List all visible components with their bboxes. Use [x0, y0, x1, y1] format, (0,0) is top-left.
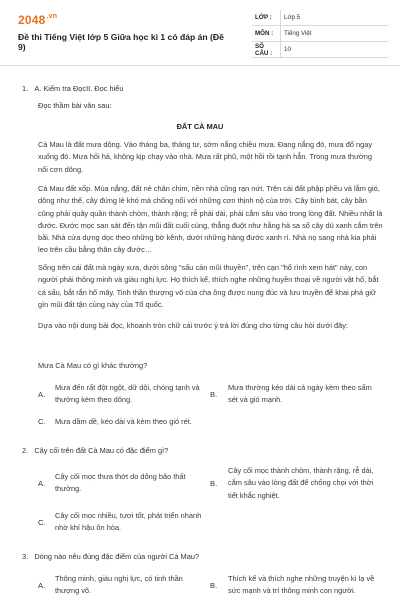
- question-number: 3.: [22, 552, 29, 561]
- info-label: MÔN :: [252, 26, 281, 42]
- info-value: 10: [281, 42, 389, 58]
- q2-option-a-text[interactable]: Cây cối mọc thưa thớt do dông bão thất thường.: [55, 472, 186, 494]
- q1-option-a-text[interactable]: Mưa đến rất đột ngột, dữ dội, chóng tạnh và thường kèm theo dông.: [55, 383, 200, 405]
- reading-instruction: Đọc thầm bài văn sau:: [38, 101, 112, 110]
- question-instruction: Dựa vào nội dung bài đọc, khoanh tròn chữ cái trước ý trả lời đúng cho từng câu hỏi dưới đây:: [38, 321, 349, 330]
- q3-option-b-letter[interactable]: B.: [210, 581, 218, 590]
- passage-paragraph-2: Cà Mau đất xốp. Mùa nắng, đất nẻ chân chim, nền nhà cũng rạn nứt. Trên cái đất phập phều và lắm gió, dông như thế, cây đứng lẻ khó mà chống nổi với những cơn thịnh nộ của trời. Cây bình bát, cây bần cũng phải quây quần thành chòm, thành rặng; rễ phải dài, phải cắm sâu vào trong lòng đất. Nhiều nhất là đước. Đước mọc san sát đến tận mũi đất cuối cùng, thẳng đuột như hằng hà sa số cây dù xanh cắm trên bãi. Nhà cửa dựng dọc theo những bờ kênh, dưới những hàng đước xanh rì. Nhà nọ sang nhà kia phải leo trên cầu bằng thân cây đước…: [38, 184, 383, 255]
- q2-option-b-letter[interactable]: B.: [210, 479, 218, 488]
- q1-option-b-letter[interactable]: B.: [210, 390, 218, 399]
- q1-option-c-letter[interactable]: C.: [38, 417, 46, 426]
- q3-option-a-text[interactable]: Thông minh, giàu nghị lực, có tinh thần thượng võ.: [55, 574, 183, 596]
- passage-paragraph-3: Sống trên cái đất mà ngày xưa, dưới sông "sấu cản mũi thuyền", trên cạn "hổ rình xem hát" này, con người phải thông minh và giàu nghị lực. Họ thích kể, thích nghe những huyền thoại về người vật hổ, bắt cá sấu, bắt rắn hổ mây. Tinh thần thượng võ của cha ông được nung đúc và lưu truyền để khai phá giữ gìn mũi đất tận cùng này của Tổ quốc.: [38, 263, 379, 309]
- question-3: [22, 551, 382, 563]
- question-1-text: Mưa Cà Mau có gì khác thường?: [38, 361, 148, 370]
- info-label: SỐ CÂU :: [252, 42, 281, 58]
- info-value: Tiếng Việt: [281, 26, 389, 42]
- q3-option-a-letter[interactable]: A.: [38, 581, 46, 590]
- q2-option-b-text[interactable]: Cây cối mọc thành chòm, thành rặng, rễ dài, cắm sâu vào lòng đất để chống chọi với thời tiết khắc nghiệt.: [228, 466, 374, 500]
- q1-option-b-text[interactable]: Mưa thường kéo dài cả ngày kèm theo sấm sét và gió mạnh.: [228, 383, 372, 405]
- info-row-class: [252, 10, 388, 26]
- question-number: 2.: [22, 446, 29, 455]
- question-2: [22, 445, 382, 457]
- q2-option-c-letter[interactable]: C.: [38, 518, 46, 527]
- q3-option-b-text[interactable]: Thích kể và thích nghe những truyện kì lạ về sức mạnh và trí thông minh con người.: [228, 574, 375, 596]
- info-value: Lớp 5: [281, 10, 389, 26]
- section-heading: [22, 83, 382, 95]
- question-3-text: Dòng nào nêu đúng đặc điểm của người Cà Mau?: [34, 552, 200, 561]
- section-title: A. Kiểm tra ĐọcII. Đọc hiểu: [34, 84, 124, 93]
- info-label: LỚP :: [252, 10, 281, 26]
- logo-suffix: .vn: [46, 13, 58, 20]
- page-header: [0, 0, 400, 66]
- q1-option-c-text[interactable]: Mưa dầm dề, kéo dài và kèm theo gió rét.: [55, 417, 192, 426]
- info-row-count: [252, 42, 388, 58]
- info-row-subject: [252, 26, 388, 42]
- logo-main: 2048: [18, 13, 46, 27]
- passage-paragraph-1: Cà Mau là đất mưa dông. Vào tháng ba, tháng tư, sớm nắng chiều mưa. Đang nắng đó, mưa đổ ngay xuống đó. Mưa hối hả, không kịp chạy vào nhà. Mưa rất phũ, một hồi rồi tạnh hẳn. Trong mưa thường nổi cơn dông.: [38, 140, 373, 174]
- section-number: 1.: [22, 84, 29, 93]
- exam-info-table: [252, 10, 388, 58]
- exam-title: Đề thi Tiếng Việt lớp 5 Giữa học kì 1 có đáp án (Đề 9): [18, 32, 224, 52]
- passage-title: ĐẤT CÀ MAU: [176, 122, 224, 131]
- question-2-text: Cây cối trên đất Cà Mau có đặc điểm gì?: [34, 446, 169, 455]
- q2-option-a-letter[interactable]: A.: [38, 479, 46, 488]
- q1-option-a-letter[interactable]: A.: [38, 390, 46, 399]
- q2-option-c-text[interactable]: Cây cối mọc nhiều, tươi tốt, phát triển nhanh nhờ khí hậu ôn hòa.: [55, 511, 202, 533]
- site-logo[interactable]: [18, 13, 57, 27]
